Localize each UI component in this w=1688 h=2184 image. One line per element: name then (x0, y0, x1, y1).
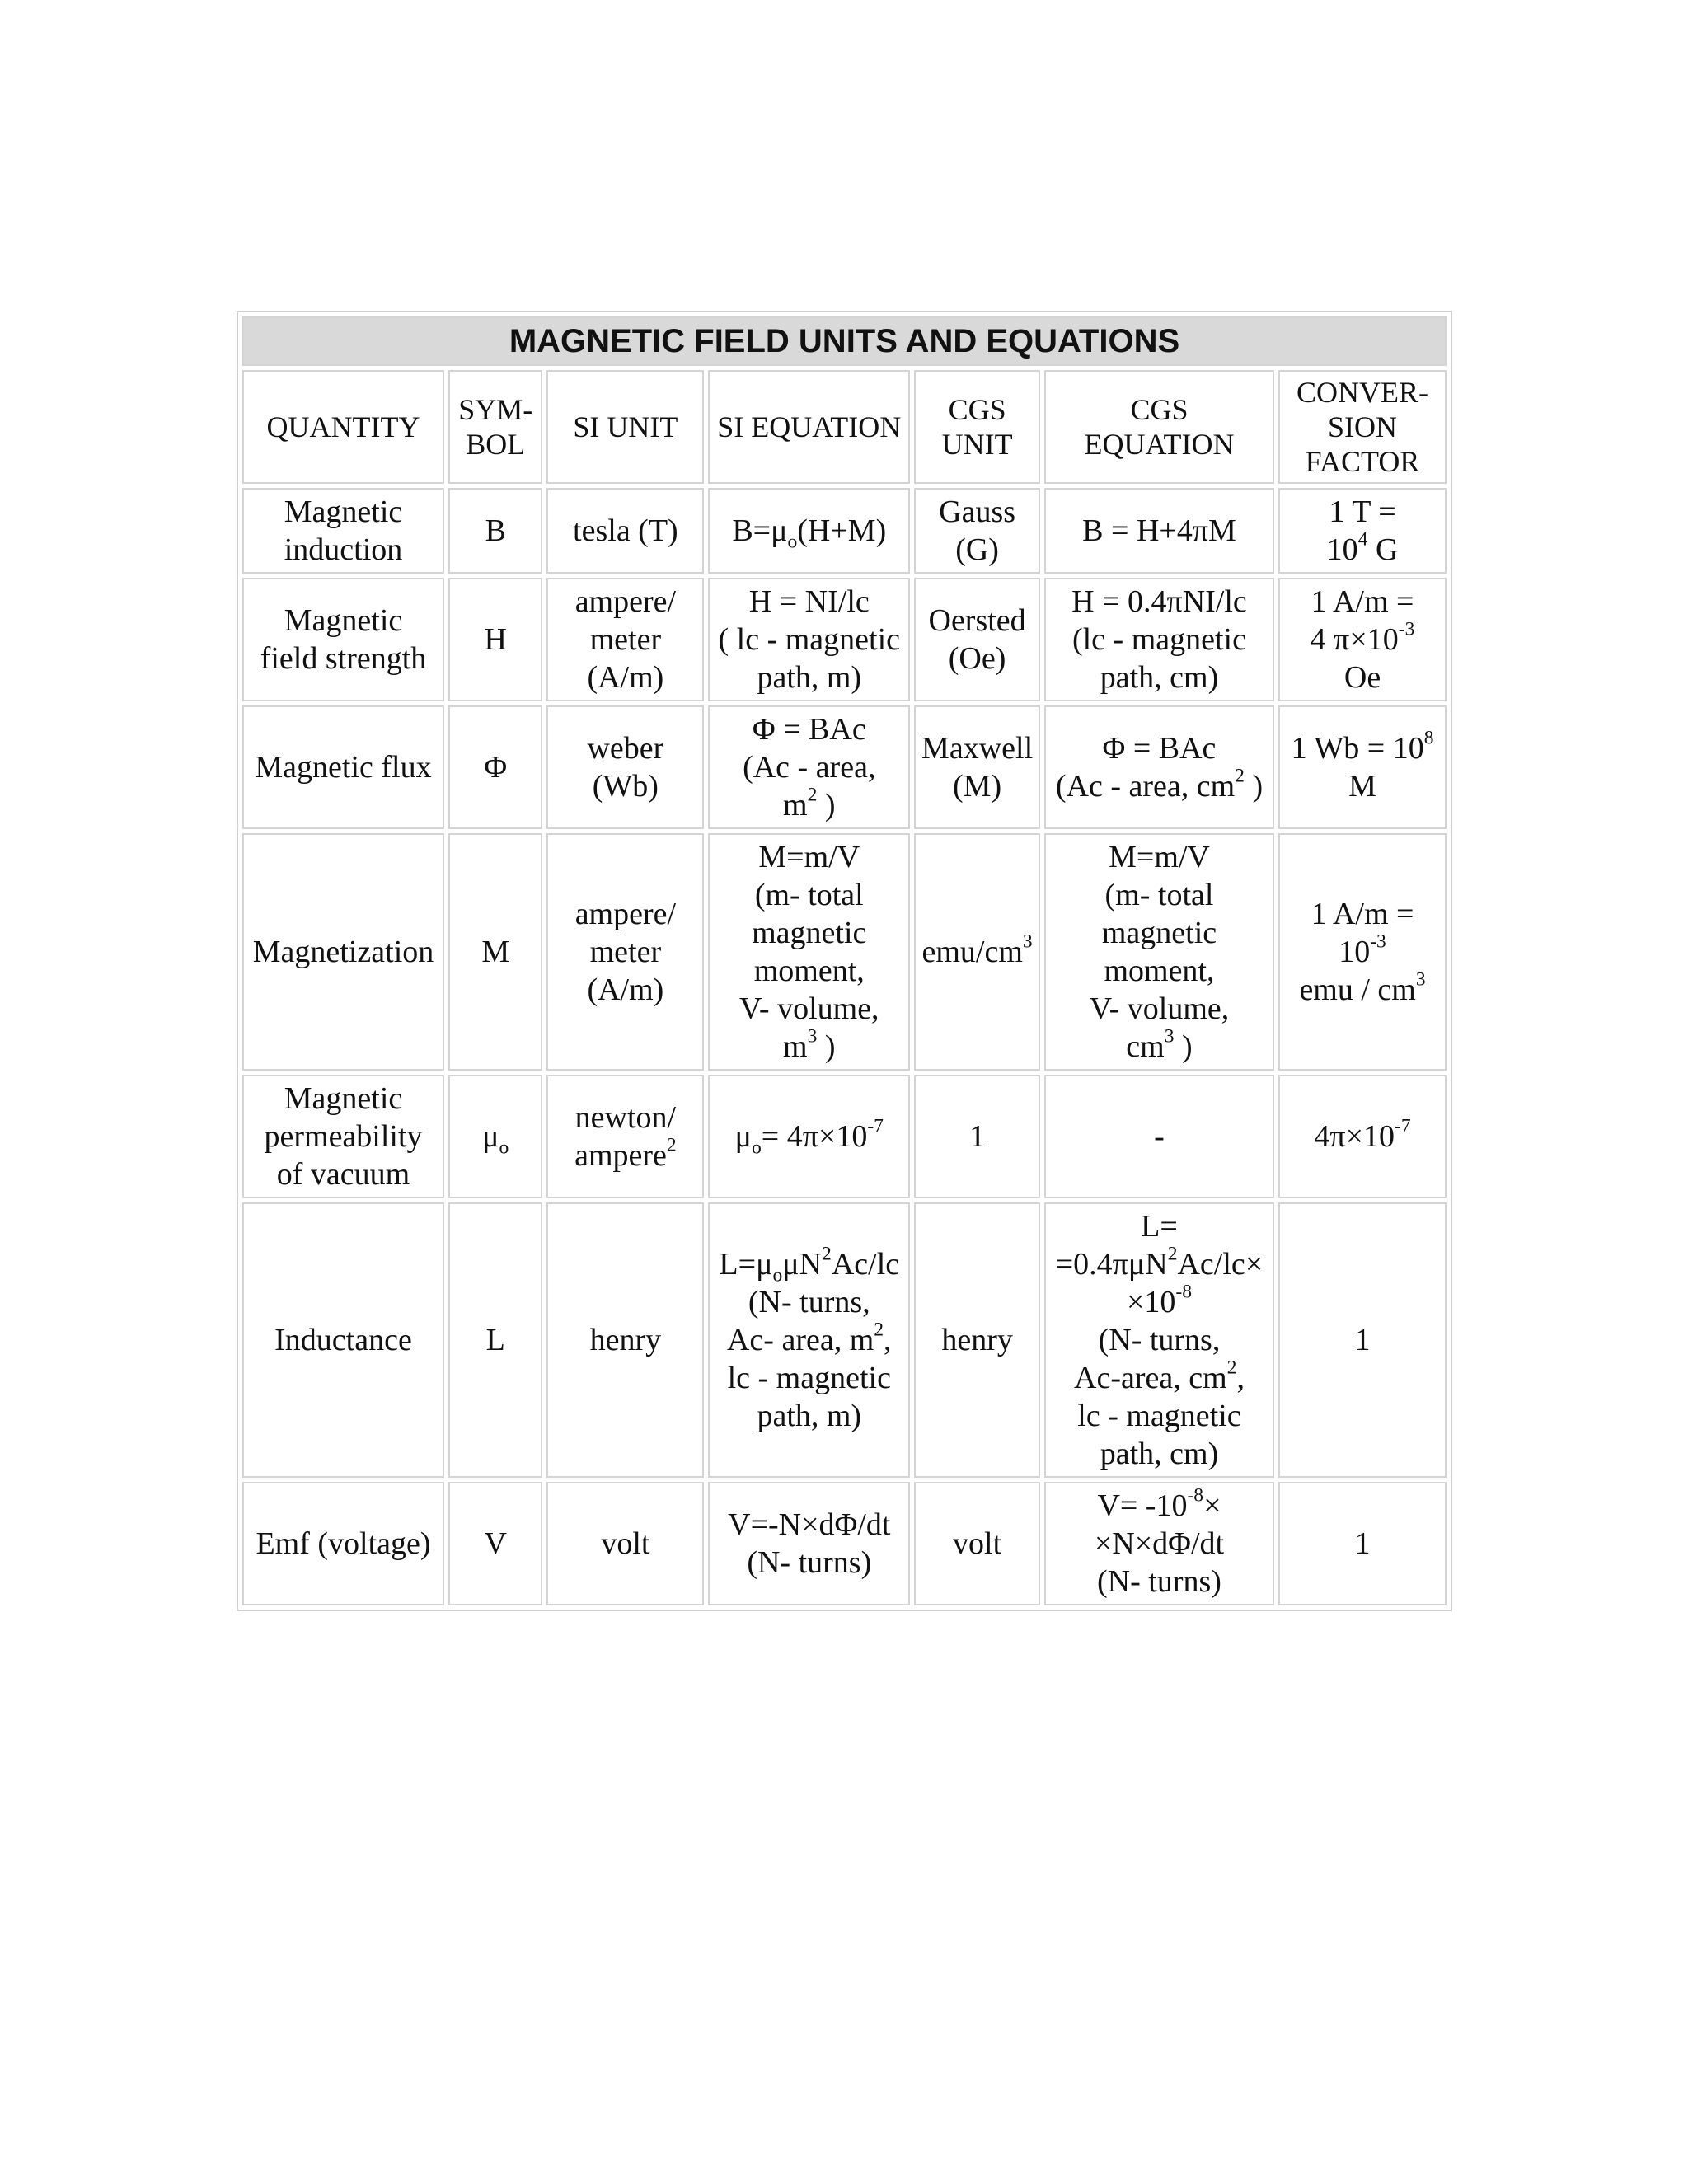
cell-cgs-unit: Maxwell (M) (914, 705, 1040, 829)
header-conversion-factor: CONVER- SION FACTOR (1278, 370, 1447, 484)
cell-symbol: H (448, 578, 542, 701)
header-si-equation: SI EQUATION (708, 370, 910, 484)
cell-cgs-unit: volt (914, 1482, 1040, 1605)
cell-conversion: 1 T = $10^4$ G (1278, 488, 1447, 574)
cell-si-unit: newton/ ampere$^2$ (546, 1075, 704, 1198)
table-row (242, 833, 1447, 1071)
cell-conversion: 1 A/m = $10^{-3}$ emu / $cm^3$ (1278, 833, 1447, 1071)
header-cgs-equation: CGS EQUATION (1044, 370, 1274, 484)
cell-conversion: $4\pi\times 10^{-7}$ (1278, 1075, 1447, 1198)
table-row (242, 1075, 1447, 1198)
units-table-container (237, 311, 1452, 1611)
table-title: MAGNETIC FIELD UNITS AND EQUATIONS (242, 316, 1447, 366)
header-si-unit: SI UNIT (546, 370, 704, 484)
header-quantity: QUANTITY (242, 370, 444, 484)
cell-si-unit: ampere/ meter (A/m) (546, 833, 704, 1071)
cell-cgs-equation: Φ = BAc (Ac - area, $cm^2$ ) (1044, 705, 1274, 829)
cell-conversion: 1 (1278, 1482, 1447, 1605)
cell-quantity: Inductance (242, 1202, 444, 1478)
cell-symbol: B (448, 488, 542, 574)
table-row (242, 705, 1447, 829)
cell-cgs-equation: - (1044, 1075, 1274, 1198)
cell-symbol: L (448, 1202, 542, 1478)
cell-conversion: 1 A/m = 4 $\pi\times 10^{-3}$ Oe (1278, 578, 1447, 701)
cell-symbol: V (448, 1482, 542, 1605)
table-row (242, 1482, 1447, 1605)
cell-si-equation: $B=\mu_o(H+M)$ (708, 488, 910, 574)
cell-quantity: Magnetic flux (242, 705, 444, 829)
table-row (242, 488, 1447, 574)
header-symbol: SYM- BOL (448, 370, 542, 484)
table-row (242, 578, 1447, 701)
cell-symbol: M (448, 833, 542, 1071)
cell-si-unit: volt (546, 1482, 704, 1605)
cell-si-equation: M=m/V (m- total magnetic moment, V- volume, $m^3$ ) (708, 833, 910, 1071)
cell-cgs-equation: M=m/V (m- total magnetic moment, V- volume, $cm^3$ ) (1044, 833, 1274, 1071)
cell-symbol: Φ (448, 705, 542, 829)
cell-cgs-unit: 1 (914, 1075, 1040, 1198)
table-row (242, 1202, 1447, 1478)
cell-si-unit: tesla (T) (546, 488, 704, 574)
cell-cgs-equation: $V= -10^{-8}\times$ ×N×dΦ/dt (N- turns) (1044, 1482, 1274, 1605)
header-row (242, 370, 1447, 484)
cell-cgs-equation: L= =0.4πμN$^2$Ac/lc× $\times 10^{-8}$ (N- turns, Ac-area, $cm^2$, lc - magnetic path, cm) (1044, 1202, 1274, 1478)
cell-si-equation: V=-N×dΦ/dt (N- turns) (708, 1482, 910, 1605)
cell-cgs-equation: B = H+4πM (1044, 488, 1274, 574)
cell-si-unit: henry (546, 1202, 704, 1478)
cell-quantity: Magnetic field strength (242, 578, 444, 701)
cell-quantity: Magnetization (242, 833, 444, 1071)
cell-cgs-unit: henry (914, 1202, 1040, 1478)
cell-conversion: 1 (1278, 1202, 1447, 1478)
cell-cgs-unit: emu/$cm^3$ (914, 833, 1040, 1071)
cell-symbol: $\mu_o$ (448, 1075, 542, 1198)
cell-conversion: 1 $Wb = 10^8$ M (1278, 705, 1447, 829)
magnetic-units-table (237, 311, 1452, 1611)
cell-si-unit: ampere/ meter (A/m) (546, 578, 704, 701)
cell-cgs-equation: H = 0.4πNI/lc (lc - magnetic path, cm) (1044, 578, 1274, 701)
cell-quantity: Emf (voltage) (242, 1482, 444, 1605)
cell-si-equation: Φ = BAc (Ac - area, $m^2$ ) (708, 705, 910, 829)
cell-si-equation: $L=\mu_o\mu N^2Ac/lc$ (N- turns, Ac- area, $m^2$, lc - magnetic path, m) (708, 1202, 910, 1478)
cell-quantity: Magnetic permeability of vacuum (242, 1075, 444, 1198)
cell-si-equation: H = NI/lc ( lc - magnetic path, m) (708, 578, 910, 701)
cell-cgs-unit: Gauss (G) (914, 488, 1040, 574)
cell-quantity: Magnetic induction (242, 488, 444, 574)
cell-si-equation: $\mu_o= 4\pi\times 10^{-7}$ (708, 1075, 910, 1198)
header-cgs-unit: CGS UNIT (914, 370, 1040, 484)
cell-cgs-unit: Oersted (Oe) (914, 578, 1040, 701)
cell-si-unit: weber (Wb) (546, 705, 704, 829)
